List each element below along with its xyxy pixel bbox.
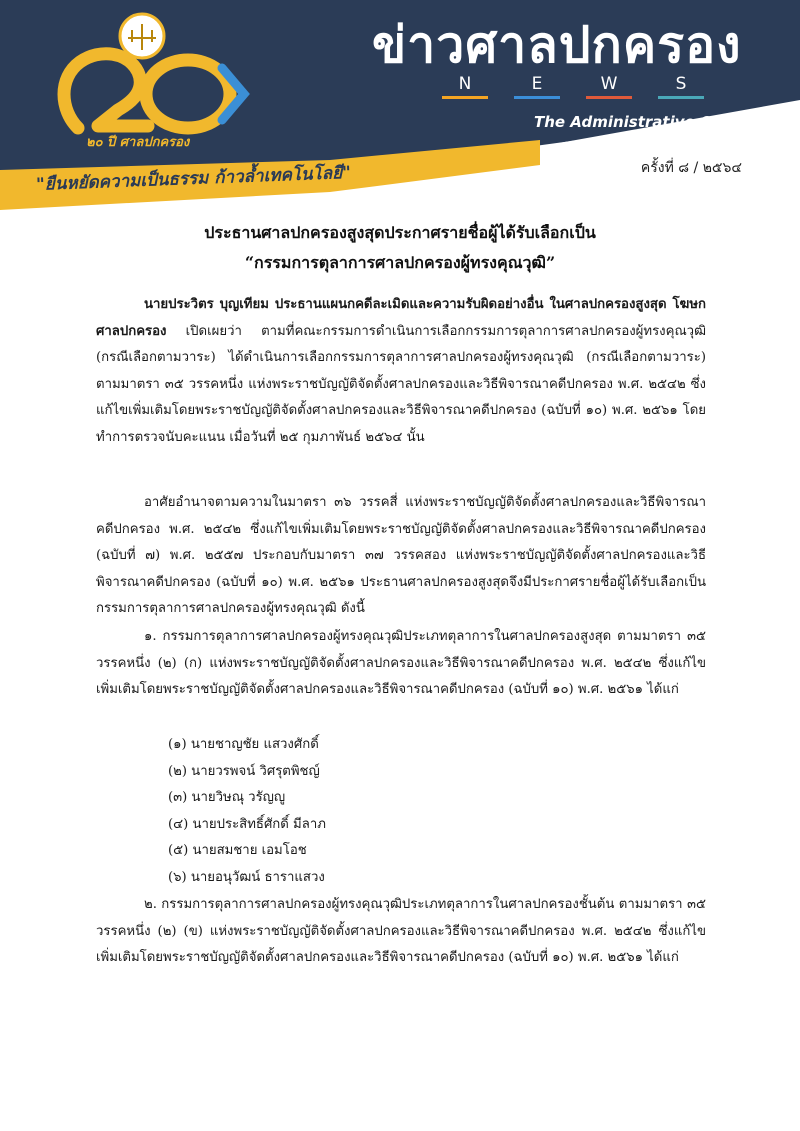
news-letter-w: W bbox=[600, 74, 618, 94]
names-list bbox=[168, 732, 568, 891]
paragraph-4-text: ๒. กรรมการตุลาการศาลปกครองผู้ทรงคุณวุฒิประเภทตุลาการในศาลปกครองชั้นต้น ตามมาตรา ๓๕ วรรคหนึ่ง (๒) (ข) แห่งพระราชบัญญัติจัดตั้งศาลปกครองและวิธีพิจารณาคดีปกครอง พ.ศ. ๒๕๔๒ ซึ่งแก้ไขเพิ่มเติมโดยพระราชบัญญัติจัดตั้งศาลปกครองและวิธีพิจารณาคดีปกครอง (ฉบับที่ ๑๐) พ.ศ. ๒๕๖๑ ได้แก่ bbox=[96, 897, 706, 965]
headline bbox=[0, 218, 800, 278]
list-item: (๑) นายชาญชัย แสวงศักดิ์ bbox=[168, 737, 319, 752]
headline-line-2: “กรรมการตุลาการศาลปกครองผู้ทรงคุณวุฒิ” bbox=[244, 253, 556, 272]
slogan: "ยืนหยัดความเป็นธรรม ก้าวล้ำเทคโนโลยี" bbox=[35, 162, 352, 195]
news-bar-red bbox=[586, 96, 632, 99]
news-bar-teal bbox=[658, 96, 704, 99]
issue-number: ครั้งที่ ๘ / ๒๕๖๔ bbox=[640, 160, 742, 176]
list-item: (๔) นายประสิทธิ์ศักดิ์ มีลาภ bbox=[168, 816, 326, 832]
paragraph-3-text: ๑. กรรมการตุลาการศาลปกครองผู้ทรงคุณวุฒิประเภทตุลาการในศาลปกครองสูงสุด ตามมาตรา ๓๕ วรรคหนึ่ง (๒) (ก) แห่งพระราชบัญญัติจัดตั้งศาลปกครองและวิธีพิจารณาคดีปกครอง พ.ศ. ๒๕๔๒ ซึ่งแก้ไขเพิ่มเติมโดยพระราชบัญญัติจัดตั้งศาลปกครองและวิธีพิจารณาคดีปกครอง (ฉบับที่ ๑๐) พ.ศ. ๒๕๖๑ ได้แก่ bbox=[96, 629, 706, 697]
brand-title: ข่าวศาลปกครอง bbox=[372, 16, 742, 74]
news-letter-n: N bbox=[458, 74, 472, 94]
headline-line-1: ประธานศาลปกครองสูงสุดประกาศรายชื่อผู้ได้รับเลือกเป็น bbox=[204, 223, 596, 242]
list-item: (๖) นายอนุวัฒน์ ธาราแสวง bbox=[168, 869, 325, 885]
list-item: (๒) นายวรพจน์ วิศรุตพิชญ์ bbox=[168, 763, 320, 779]
court-name-en: The Administrative Court bbox=[534, 113, 747, 131]
list-item: (๕) นายสมชาย เอมโอช bbox=[168, 843, 307, 858]
news-bar-orange bbox=[442, 96, 488, 99]
logo-caption: ๒๐ ปี ศาลปกครอง bbox=[86, 135, 190, 150]
list-item: (๓) นายวิษณุ วรัญญู bbox=[168, 790, 286, 805]
spokesperson-lead: นายประวิตร บุญเทียม ประธานแผนกคดีละเมิดและความรับผิดอย่างอื่น ในศาลปกครองสูงสุด โฆษกศาลปกครอง bbox=[96, 297, 706, 339]
body-paragraph-2 bbox=[96, 490, 706, 623]
paragraph-2-text: อาศัยอำนาจตามความในมาตรา ๓๖ วรรคสี่ แห่งพระราชบัญญัติจัดตั้งศาลปกครองและวิธีพิจารณาคดีปกครอง พ.ศ. ๒๕๔๒ ซึ่งแก้ไขเพิ่มเติมโดยพระราชบัญญัติจัดตั้งศาลปกครองและวิธีพิจารณาคดีปกครอง (ฉบับที่ ๗) พ.ศ. ๒๕๕๗ ประกอบกับมาตรา ๓๗ วรรคสอง แห่งพระราชบัญญัติจัดตั้งศาลปกครองและวิธีพิจารณาคดีปกครอง (ฉบับที่ ๑๐) พ.ศ. ๒๕๖๑ ประธานศาลปกครองสูงสุดจึงมีประกาศรายชื่อผู้ได้รับเลือกเป็นกรรมการตุลาการศาลปกครองผู้ทรงคุณวุฒิ ดังนี้ bbox=[96, 495, 706, 616]
news-letter-e: E bbox=[531, 74, 543, 94]
news-bar-blue bbox=[514, 96, 560, 99]
body-paragraph-1 bbox=[96, 292, 706, 451]
body-paragraph-3 bbox=[96, 624, 706, 704]
news-letter-s: S bbox=[675, 74, 687, 94]
body-paragraph-4 bbox=[96, 892, 706, 972]
news-letters bbox=[440, 74, 740, 96]
paragraph-1-text: เปิดเผยว่า ตามที่คณะกรรมการดำเนินการเลือกกรรมการตุลาการศาลปกครองผู้ทรงคุณวุฒิ (กรณีเลือกตามวาระ) ได้ดำเนินการเลือกกรรมการตุลาการศาลปกครองผู้ทรงคุณวุฒิ (กรณีเลือกตามวาระ) ตามมาตรา ๓๕ วรรคหนึ่ง แห่งพระราชบัญญัติจัดตั้งศาลปกครองและวิธีพิจารณาคดีปกครอง พ.ศ. ๒๕๔๒ ซึ่งแก้ไขเพิ่มเติมโดยพระราชบัญญัติจัดตั้งศาลปกครองและวิธีพิจารณาคดีปกครอง (ฉบับที่ ๑๐) พ.ศ. ๒๕๖๑ โดยทำการตรวจนับคะแนน เมื่อวันที่ ๒๕ กุมภาพันธ์ ๒๕๖๔ นั้น bbox=[96, 323, 706, 445]
